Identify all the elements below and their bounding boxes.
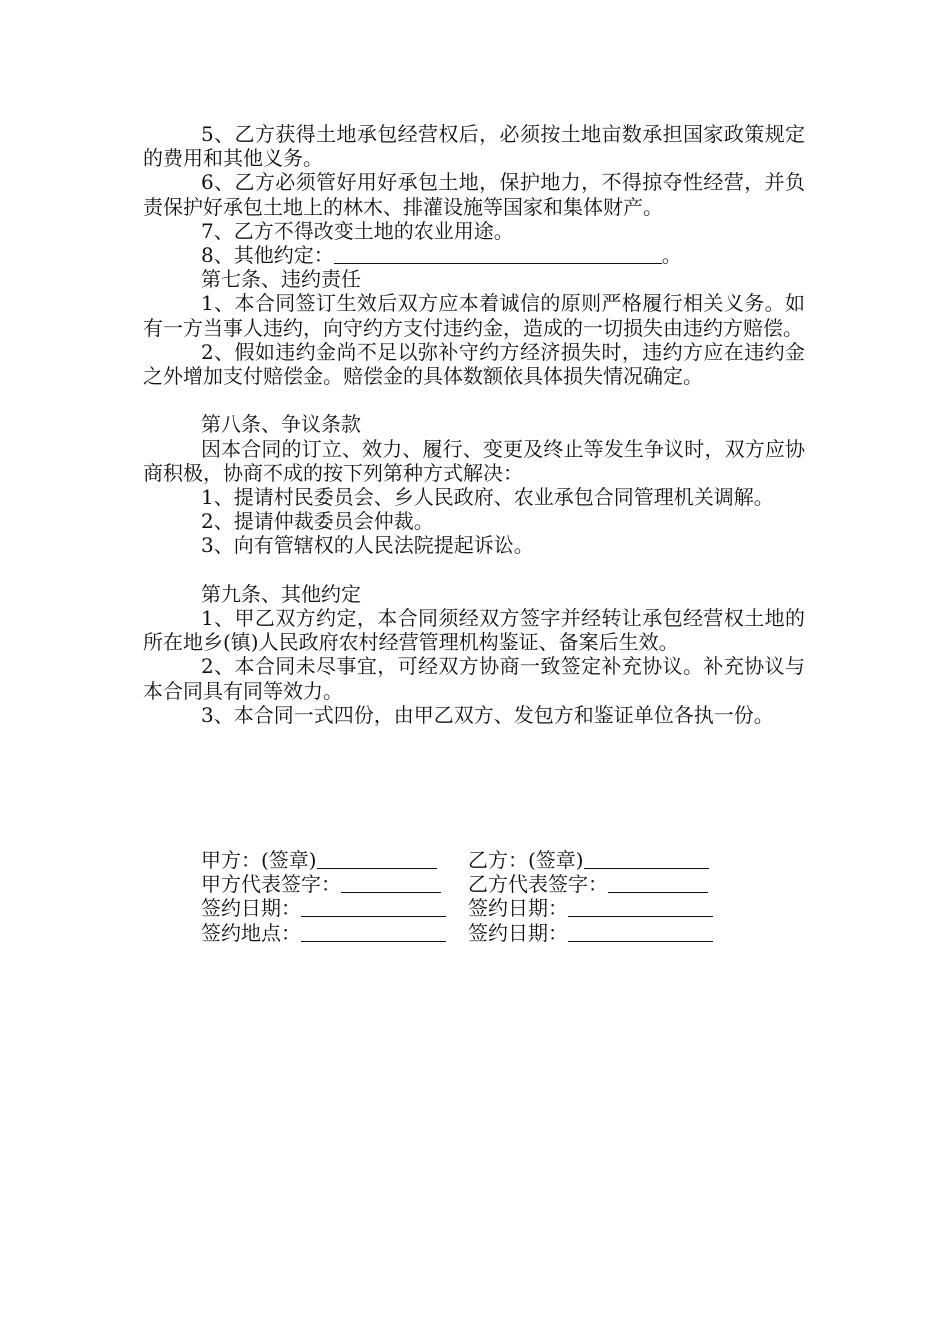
clause-7: 7、乙方不得改变土地的农业用途。 (201, 218, 514, 243)
rep-a-signature (201, 872, 468, 896)
spacer (143, 388, 805, 412)
article-9-item-1: 1、甲乙双方约定，本合同须经双方签字并经转让承包经营权土地的所在地乡(镇)人民政府农村经营管理机构鉴证、备案后生效。 (143, 606, 805, 655)
date-b-2-label: 签约日期： (468, 920, 568, 945)
article-8-option-2: 2、提请仲裁委员会仲裁。 (201, 509, 434, 534)
article-9-heading: 第九条、其他约定 (201, 581, 361, 606)
clause-8-blank (334, 245, 662, 264)
place-a-blank (301, 923, 446, 942)
signature-row (201, 921, 761, 945)
date-a-label: 签约日期： (201, 896, 301, 921)
article-9-item-2: 2、本合同未尽事宜，可经双方协商一致签定补充协议。补充协议与本合同具有同等效力。 (143, 654, 805, 703)
party-a-blank (317, 850, 437, 869)
rep-a-label: 甲方代表签字： (201, 872, 341, 897)
party-b-blank (584, 850, 709, 869)
clause-6: 6、乙方必须管好用好承包土地，保护地力，不得掠夺性经营，并负责保护好承包土地上的林木、排灌设施等国家和集体财产。 (143, 170, 805, 219)
clause-5: 5、乙方获得土地承包经营权后，必须按土地亩数承担国家政策规定的费用和其他义务。 (143, 122, 805, 171)
date-b-label: 签约日期： (468, 896, 568, 921)
rep-a-blank (341, 874, 441, 893)
article-9-item-3: 3、本合同一式四份，由甲乙双方、发包方和鉴证单位各执一份。 (201, 702, 774, 727)
rep-b-label: 乙方代表签字： (468, 872, 608, 897)
party-a-seal (201, 848, 468, 872)
article-7-heading: 第七条、违约责任 (201, 267, 361, 292)
clause-8-end: 。 (661, 243, 682, 268)
party-b-seal (468, 848, 735, 872)
article-8-option-1: 1、提请村民委员会、乡人民政府、农业承包合同管理机关调解。 (201, 485, 774, 510)
party-b-label: 乙方：(签章) (468, 848, 584, 872)
clause-8 (143, 243, 805, 267)
place-a-label: 签约地点： (201, 920, 301, 945)
place-a (201, 921, 468, 945)
rep-b-signature (468, 872, 735, 896)
date-b-blank (568, 898, 713, 917)
article-8-option-3: 3、向有管辖权的人民法院提起诉讼。 (201, 533, 534, 558)
clause-8-label: 8、其他约定： (201, 243, 334, 268)
article-7-item-1: 1、本合同签订生效后双方应本着诚信的原则严格履行相关义务。如有一方当事人违约，向守约方支付违约金，造成的一切损失由违约方赔偿。 (143, 291, 805, 340)
date-a-blank (301, 898, 446, 917)
spacer (143, 558, 805, 582)
date-b-2-blank (568, 923, 713, 942)
article-8-intro: 因本合同的订立、效力、履行、变更及终止等发生争议时，双方应协商积极，协商不成的按下列第种方式解决： (143, 436, 805, 485)
signature-row (201, 896, 761, 920)
date-b-2 (468, 921, 735, 945)
rep-b-blank (608, 874, 708, 893)
date-b (468, 896, 735, 920)
signature-row (201, 872, 761, 896)
article-8-heading: 第八条、争议条款 (201, 412, 361, 437)
article-7-item-2: 2、假如违约金尚不足以弥补守约方经济损失时，违约方应在违约金之外增加支付赔偿金。赔偿金的具体数额依具体损失情况确定。 (143, 339, 805, 389)
date-a (201, 896, 468, 920)
party-a-label: 甲方：(签章) (201, 848, 317, 872)
contract-body (143, 122, 805, 727)
signature-row (201, 848, 761, 872)
signature-block (201, 848, 761, 945)
